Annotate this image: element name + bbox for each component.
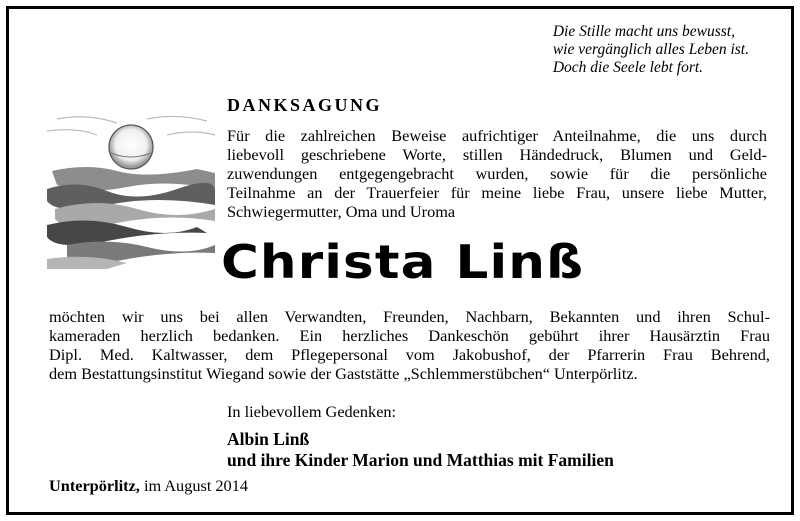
intro-line-4: Teilnahme an der Trauerfeier für meine liebe Frau, unsere liebe Mutter, <box>227 183 767 202</box>
intro-line-3: zuwendungen entgegengebracht wurden, sowie für die persönliche <box>227 164 767 183</box>
page-title: DANKSAGUNG <box>227 95 383 115</box>
thanks-line-1: möchten wir uns bei allen Verwandten, Freunden, Nachbarn, Bekannten und ihren Schul- <box>49 307 770 326</box>
signers <box>227 429 614 471</box>
place-and-date <box>49 476 248 496</box>
intro-line-5: Schwiegermutter, Oma und Uroma <box>227 202 456 221</box>
thanks-line-3: Dipl. Med. Kaltwasser, dem Pflegepersonal vom Jakobushof, der Pfarrerin Frau Behrend, <box>49 345 770 364</box>
obituary-card <box>6 6 794 515</box>
place-town: Unterpörlitz, <box>49 476 140 495</box>
deceased-name: Christa Linß <box>221 235 585 289</box>
moon-landscape-sketch-icon <box>47 109 215 269</box>
quote-line-1: Die Stille macht uns bewusst, <box>552 23 735 40</box>
quote-line-2: wie vergänglich alles Leben ist. <box>552 41 749 58</box>
quote <box>553 23 749 77</box>
intro-line-2: liebevoll geschriebene Worte, stillen Händedruck, Blumen und Geld- <box>227 145 767 164</box>
signer-line-2: und ihre Kinder Marion und Matthias mit Familien <box>227 450 614 470</box>
signer-line-1: Albin Linß <box>227 429 310 449</box>
intro-paragraph <box>227 126 767 221</box>
quote-line-3: Doch die Seele lebt fort. <box>552 59 704 76</box>
regards-line: In liebevollem Gedenken: <box>227 402 397 421</box>
thanks-line-4: dem Bestattungsinstitut Wiegand sowie der Gaststätte „Schlemmerstübchen“ Unterpörlitz. <box>49 364 638 383</box>
thanks-paragraph <box>49 307 770 383</box>
thanks-line-2: kameraden herzlich bedanken. Ein herzliches Dankeschön gebührt ihrer Hausärztin Frau <box>49 326 770 345</box>
intro-line-1: Für die zahlreichen Beweise aufrichtiger Anteilnahme, die uns durch <box>227 126 767 145</box>
place-date: im August 2014 <box>139 476 248 495</box>
